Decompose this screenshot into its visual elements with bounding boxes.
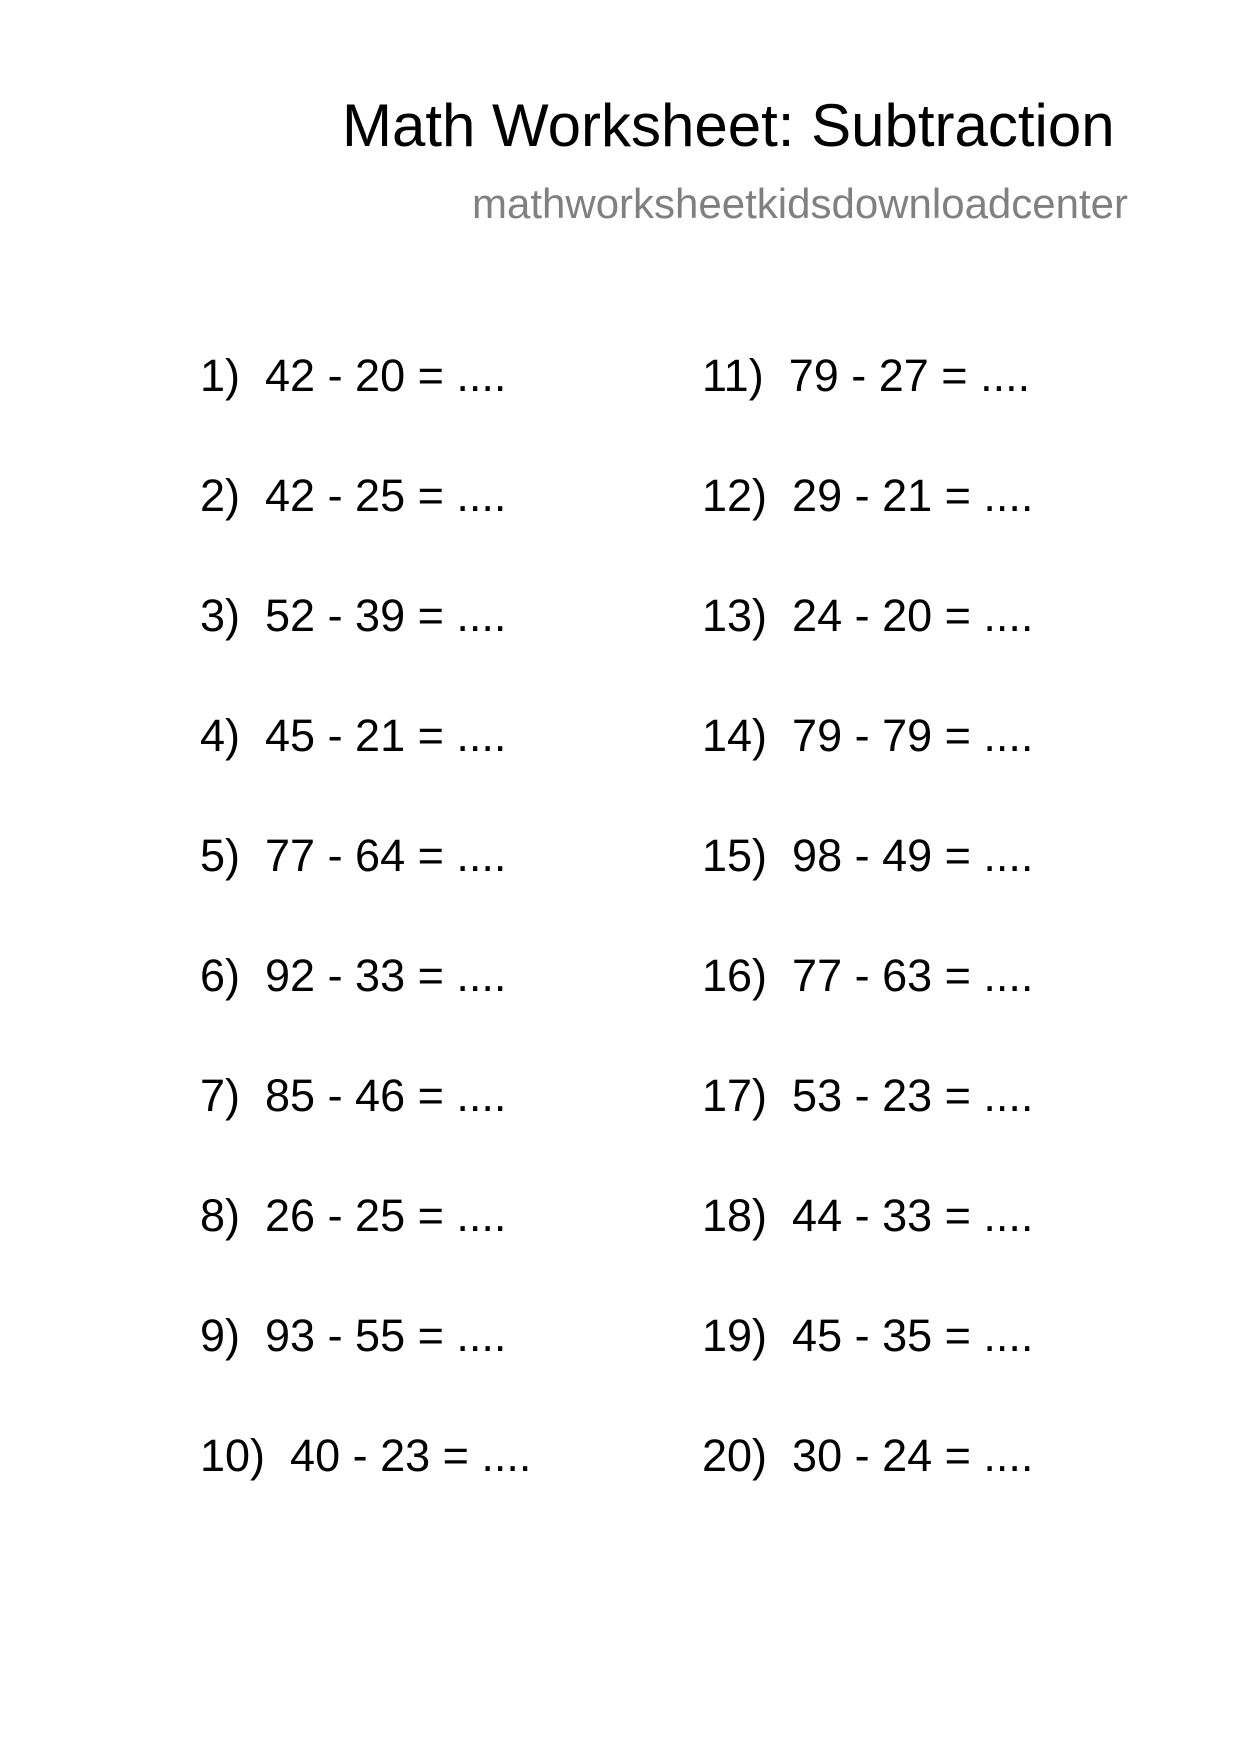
problem-11: 11) 79 - 27 = .... — [702, 350, 1031, 401]
problem-15: 15) 98 - 49 = .... — [702, 830, 1034, 881]
problem-12: 12) 29 - 21 = .... — [702, 470, 1034, 521]
problem-8: 8) 26 - 25 = .... — [200, 1190, 507, 1241]
problem-7: 7) 85 - 46 = .... — [200, 1070, 507, 1121]
problem-10: 10) 40 - 23 = .... — [200, 1430, 532, 1481]
problem-2: 2) 42 - 25 = .... — [200, 470, 507, 521]
problem-4: 4) 45 - 21 = .... — [200, 710, 507, 761]
problem-17: 17) 53 - 23 = .... — [702, 1070, 1034, 1121]
problem-19: 19) 45 - 35 = .... — [702, 1310, 1034, 1361]
problem-6: 6) 92 - 33 = .... — [200, 950, 507, 1001]
problem-column-right — [702, 351, 1033, 1551]
problem-3: 3) 52 - 39 = .... — [200, 590, 507, 641]
problem-5: 5) 77 - 64 = .... — [200, 830, 507, 881]
problem-18: 18) 44 - 33 = .... — [702, 1190, 1034, 1241]
problem-20: 20) 30 - 24 = .... — [702, 1430, 1034, 1481]
problem-16: 16) 77 - 63 = .... — [702, 950, 1034, 1001]
page-subtitle: mathworksheetkidsdownloadcenter — [472, 180, 1129, 227]
problem-column-left — [200, 351, 531, 1551]
problem-1: 1) 42 - 20 = .... — [200, 350, 507, 401]
problem-14: 14) 79 - 79 = .... — [702, 710, 1034, 761]
problem-13: 13) 24 - 20 = .... — [702, 590, 1034, 641]
page-title: Math Worksheet: Subtraction — [342, 92, 1115, 159]
problem-9: 9) 93 - 55 = .... — [200, 1310, 507, 1361]
